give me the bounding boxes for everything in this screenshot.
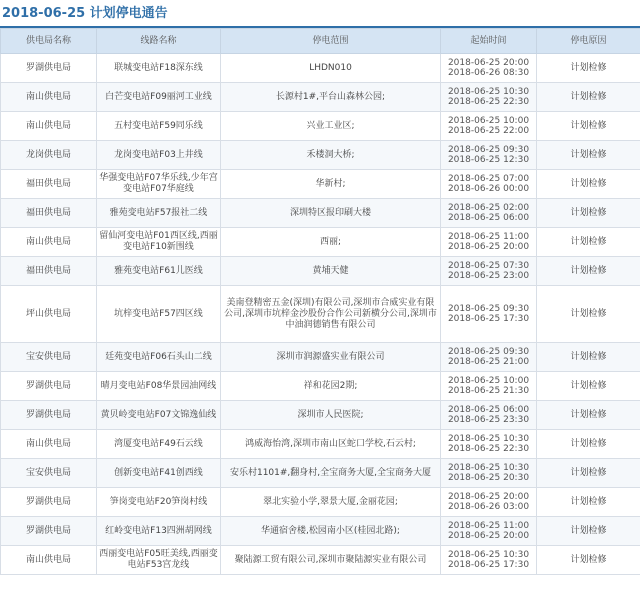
- cell-line: 华强变电站F07华乐线,少年宫变电站F07华庭线: [97, 170, 221, 199]
- cell-reason: 计划检修: [537, 459, 640, 488]
- cell-line: 廷苑变电站F06石头山二线: [97, 343, 221, 372]
- start-time: 2018-06-25 11:00: [447, 521, 530, 531]
- cell-line: 雅苑变电站F61儿医线: [97, 257, 221, 286]
- cell-range: 黄埔天健: [221, 257, 441, 286]
- table-row: [1, 141, 640, 170]
- cell-reason: 计划检修: [537, 372, 640, 401]
- cell-line: 联城变电站F18深东线: [97, 54, 221, 83]
- cell-bureau: 福田供电局: [1, 170, 97, 199]
- end-time: 2018-06-25 20:30: [447, 473, 530, 483]
- cell-time: [441, 54, 537, 83]
- cell-time: [441, 257, 537, 286]
- cell-reason: 计划检修: [537, 83, 640, 112]
- cell-time: [441, 488, 537, 517]
- table-row: [1, 199, 640, 228]
- cell-range: 禾楼洞大桥;: [221, 141, 441, 170]
- cell-range: 祥和花园2期;: [221, 372, 441, 401]
- cell-bureau: 福田供电局: [1, 257, 97, 286]
- table-row: [1, 228, 640, 257]
- end-time: 2018-06-25 17:30: [447, 314, 530, 324]
- cell-time: [441, 343, 537, 372]
- start-time: 2018-06-25 09:30: [447, 347, 530, 357]
- cell-time: [441, 286, 537, 343]
- cell-bureau: 福田供电局: [1, 199, 97, 228]
- table-row: [1, 54, 640, 83]
- cell-range: 深圳特区报印刷大楼: [221, 199, 441, 228]
- cell-reason: 计划检修: [537, 488, 640, 517]
- cell-reason: 计划检修: [537, 343, 640, 372]
- cell-bureau: 南山供电局: [1, 228, 97, 257]
- cell-bureau: 南山供电局: [1, 83, 97, 112]
- table-row: [1, 170, 640, 199]
- end-time: 2018-06-25 23:30: [447, 415, 530, 425]
- table-row: [1, 401, 640, 430]
- cell-bureau: 南山供电局: [1, 546, 97, 575]
- cell-time: [441, 459, 537, 488]
- cell-line: 湾厦变电站F49石云线: [97, 430, 221, 459]
- cell-range: 长源村1#,平台山森林公园;: [221, 83, 441, 112]
- cell-bureau: 罗湖供电局: [1, 54, 97, 83]
- cell-reason: 计划检修: [537, 228, 640, 257]
- table-row: [1, 488, 640, 517]
- start-time: 2018-06-25 02:00: [447, 203, 530, 213]
- cell-reason: 计划检修: [537, 401, 640, 430]
- cell-range: 聚陆源工贸有限公司,深圳市聚陆源实业有限公司: [221, 546, 441, 575]
- end-time: 2018-06-25 21:30: [447, 386, 530, 396]
- cell-bureau: 坪山供电局: [1, 286, 97, 343]
- cell-line: 创新变电站F41创西线: [97, 459, 221, 488]
- end-time: 2018-06-26 03:00: [447, 502, 530, 512]
- start-time: 2018-06-25 10:30: [447, 463, 530, 473]
- start-time: 2018-06-25 11:00: [447, 232, 530, 242]
- cell-line: 晴月变电站F08华景园油网线: [97, 372, 221, 401]
- table-row: [1, 372, 640, 401]
- cell-range: 翠北实验小学,翠景大厦,金丽花园;: [221, 488, 441, 517]
- cell-time: [441, 112, 537, 141]
- cell-bureau: 罗湖供电局: [1, 401, 97, 430]
- col-header-bureau: 供电局名称: [1, 29, 97, 54]
- cell-reason: 计划检修: [537, 430, 640, 459]
- cell-time: [441, 546, 537, 575]
- cell-reason: 计划检修: [537, 170, 640, 199]
- cell-line: 红岭变电站F13四洲胡网线: [97, 517, 221, 546]
- cell-bureau: 宝安供电局: [1, 343, 97, 372]
- page-title: 2018-06-25 计划停电通告: [0, 0, 640, 28]
- table-row: [1, 430, 640, 459]
- cell-range: 鸿威海怡湾,深圳市南山区蛇口学校,石云村;: [221, 430, 441, 459]
- cell-range: 深圳市人民医院;: [221, 401, 441, 430]
- cell-line: 黄贝岭变电站F07文锦逸仙线: [97, 401, 221, 430]
- col-header-range: 停电范围: [221, 29, 441, 54]
- start-time: 2018-06-25 07:30: [447, 261, 530, 271]
- cell-line: 留仙河变电站F01西区线,西丽变电站F10新围线: [97, 228, 221, 257]
- end-time: 2018-06-25 20:00: [447, 531, 530, 541]
- start-time: 2018-06-25 09:30: [447, 145, 530, 155]
- cell-range: LHDN010: [221, 54, 441, 83]
- cell-range: 华新村;: [221, 170, 441, 199]
- start-time: 2018-06-25 10:30: [447, 87, 530, 97]
- table-row: [1, 112, 640, 141]
- cell-bureau: 龙岗供电局: [1, 141, 97, 170]
- table-header-row: [1, 29, 640, 54]
- table-row: [1, 257, 640, 286]
- end-time: 2018-06-25 22:30: [447, 444, 530, 454]
- start-time: 2018-06-25 09:30: [447, 304, 530, 314]
- cell-bureau: 南山供电局: [1, 430, 97, 459]
- cell-reason: 计划检修: [537, 286, 640, 343]
- start-time: 2018-06-25 10:00: [447, 116, 530, 126]
- cell-line: 坑梓变电站F57四区线: [97, 286, 221, 343]
- col-header-time: 起始时间: [441, 29, 537, 54]
- end-time: 2018-06-25 22:00: [447, 126, 530, 136]
- cell-range: 兴业工业区;: [221, 112, 441, 141]
- start-time: 2018-06-25 10:30: [447, 434, 530, 444]
- cell-time: [441, 83, 537, 112]
- cell-time: [441, 170, 537, 199]
- cell-bureau: 南山供电局: [1, 112, 97, 141]
- table-row: [1, 517, 640, 546]
- cell-range: 西丽;: [221, 228, 441, 257]
- cell-range: 深圳市润源盛实业有限公司: [221, 343, 441, 372]
- cell-reason: 计划检修: [537, 546, 640, 575]
- cell-bureau: 宝安供电局: [1, 459, 97, 488]
- cell-line: 白芒变电站F09丽河工业线: [97, 83, 221, 112]
- cell-range: 华通宿舍楼,松园南小区(桂园北路);: [221, 517, 441, 546]
- end-time: 2018-06-26 08:30: [447, 68, 530, 78]
- end-time: 2018-06-25 12:30: [447, 155, 530, 165]
- cell-range: 安乐村1101#,翻身村,全宝商务大厦,全宝商务大厦: [221, 459, 441, 488]
- cell-reason: 计划检修: [537, 54, 640, 83]
- end-time: 2018-06-25 17:30: [447, 560, 530, 570]
- end-time: 2018-06-25 20:00: [447, 242, 530, 252]
- cell-time: [441, 517, 537, 546]
- cell-time: [441, 372, 537, 401]
- cell-line: 龙岗变电站F03上井线: [97, 141, 221, 170]
- cell-line: 西丽变电站F05旺美线,西丽变电站F53宫龙线: [97, 546, 221, 575]
- table-row: [1, 459, 640, 488]
- cell-reason: 计划检修: [537, 141, 640, 170]
- cell-reason: 计划检修: [537, 112, 640, 141]
- cell-time: [441, 228, 537, 257]
- cell-reason: 计划检修: [537, 257, 640, 286]
- start-time: 2018-06-25 20:00: [447, 492, 530, 502]
- end-time: 2018-06-25 22:30: [447, 97, 530, 107]
- col-header-line: 线路名称: [97, 29, 221, 54]
- cell-time: [441, 430, 537, 459]
- table-row: [1, 546, 640, 575]
- table-row: [1, 83, 640, 112]
- cell-bureau: 罗湖供电局: [1, 372, 97, 401]
- cell-line: 雅苑变电站F57报社二线: [97, 199, 221, 228]
- start-time: 2018-06-25 06:00: [447, 405, 530, 415]
- start-time: 2018-06-25 20:00: [447, 58, 530, 68]
- start-time: 2018-06-25 10:00: [447, 376, 530, 386]
- table-row: [1, 286, 640, 343]
- end-time: 2018-06-25 21:00: [447, 357, 530, 367]
- col-header-reason: 停电原因: [537, 29, 640, 54]
- cell-line: 五村变电站F59同乐线: [97, 112, 221, 141]
- cell-reason: 计划检修: [537, 199, 640, 228]
- end-time: 2018-06-26 00:00: [447, 184, 530, 194]
- end-time: 2018-06-25 23:00: [447, 271, 530, 281]
- start-time: 2018-06-25 07:00: [447, 174, 530, 184]
- cell-line: 笋岗变电站F20笋岗村线: [97, 488, 221, 517]
- cell-time: [441, 141, 537, 170]
- cell-reason: 计划检修: [537, 517, 640, 546]
- cell-time: [441, 199, 537, 228]
- end-time: 2018-06-25 06:00: [447, 213, 530, 223]
- start-time: 2018-06-25 10:30: [447, 550, 530, 560]
- cell-bureau: 罗湖供电局: [1, 488, 97, 517]
- cell-bureau: 罗湖供电局: [1, 517, 97, 546]
- cell-time: [441, 401, 537, 430]
- outage-table: [0, 28, 640, 575]
- cell-range: 美南登精密五金(深圳)有限公司,深圳市合威实业有限公司,深圳市坑梓金沙股份合作公司新横分公司,深圳市中油润德销售有限公司: [221, 286, 441, 343]
- table-row: [1, 343, 640, 372]
